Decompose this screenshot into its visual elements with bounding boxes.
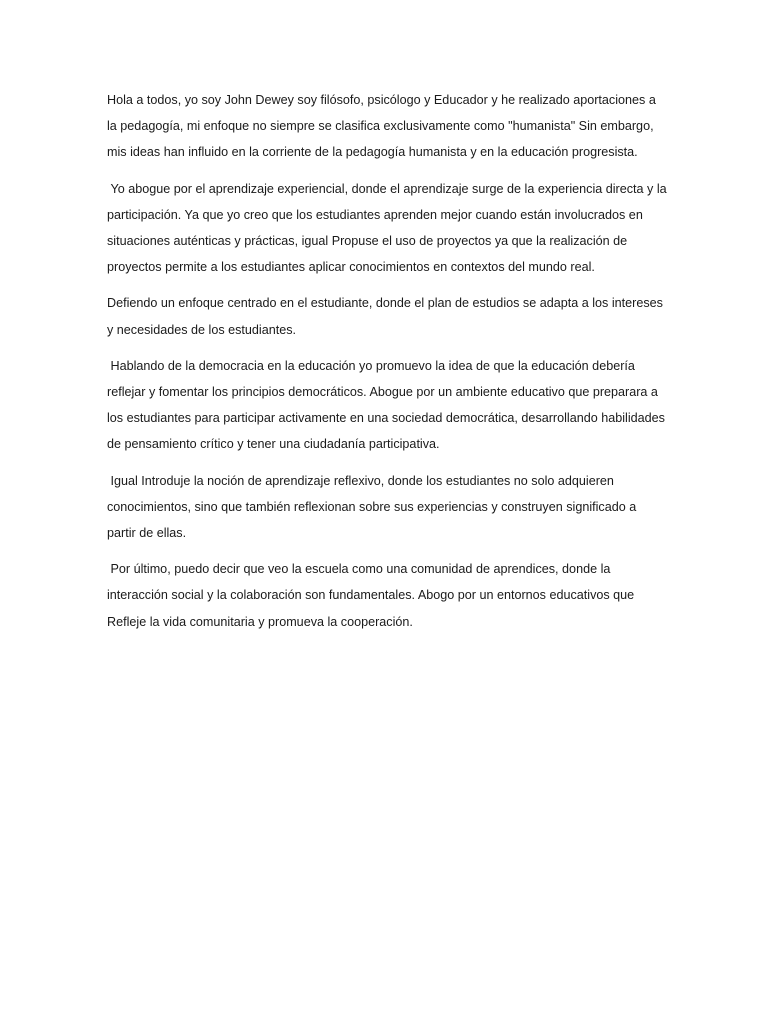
paragraph-student-centered: Defiendo un enfoque centrado en el estudiante, donde el plan de estudios se adapta a los intereses y necesidades de los estudiantes. bbox=[107, 296, 667, 337]
paragraph-community: Por último, puedo decir que veo la escuela como una comunidad de aprendices, donde la interacción social y la colaboración son fundamentales. Abogo por un entornos educativos que Refleje la vida comunitaria y promueva la cooperación. bbox=[107, 562, 638, 629]
paragraph-reflective-learning: Igual Introduje la noción de aprendizaje reflexivo, donde los estudiantes no solo adquieren conocimientos, sino que también reflexionan sobre sus experiencias y construyen significado a partir de ellas. bbox=[107, 473, 640, 541]
paragraph-experiential-learning: Yo abogue por el aprendizaje experiencial, donde el aprendizaje surge de la experiencia directa y la participación. Ya que yo creo que los estudiantes aprenden mejor cuando están involucrados en situaciones auténticas y prácticas, igual Propuse el uso de proyectos ya que la realización de proyectos permite a los estudiantes aplicar conocimientos en contextos del mundo real. bbox=[107, 181, 671, 275]
paragraph-democracy: Hablando de la democracia en la educación yo promuevo la idea de que la educación debería reflejar y fomentar los principios democráticos. Abogue por un ambiente educativo que preparara a los estudiantes para participar activamente en una sociedad democrática, desarrollando habilidades de pensamiento crítico y tener una ciudadanía participativa. bbox=[107, 358, 669, 452]
paragraph-intro: Hola a todos, yo soy John Dewey soy filósofo, psicólogo y Educador y he realizado aportaciones a la pedagogía, mi enfoque no siempre se clasifica exclusivamente como "humanista" Sin embargo, mis ideas han influido en la corriente de la pedagogía humanista y en la educación progresista. bbox=[107, 93, 660, 160]
